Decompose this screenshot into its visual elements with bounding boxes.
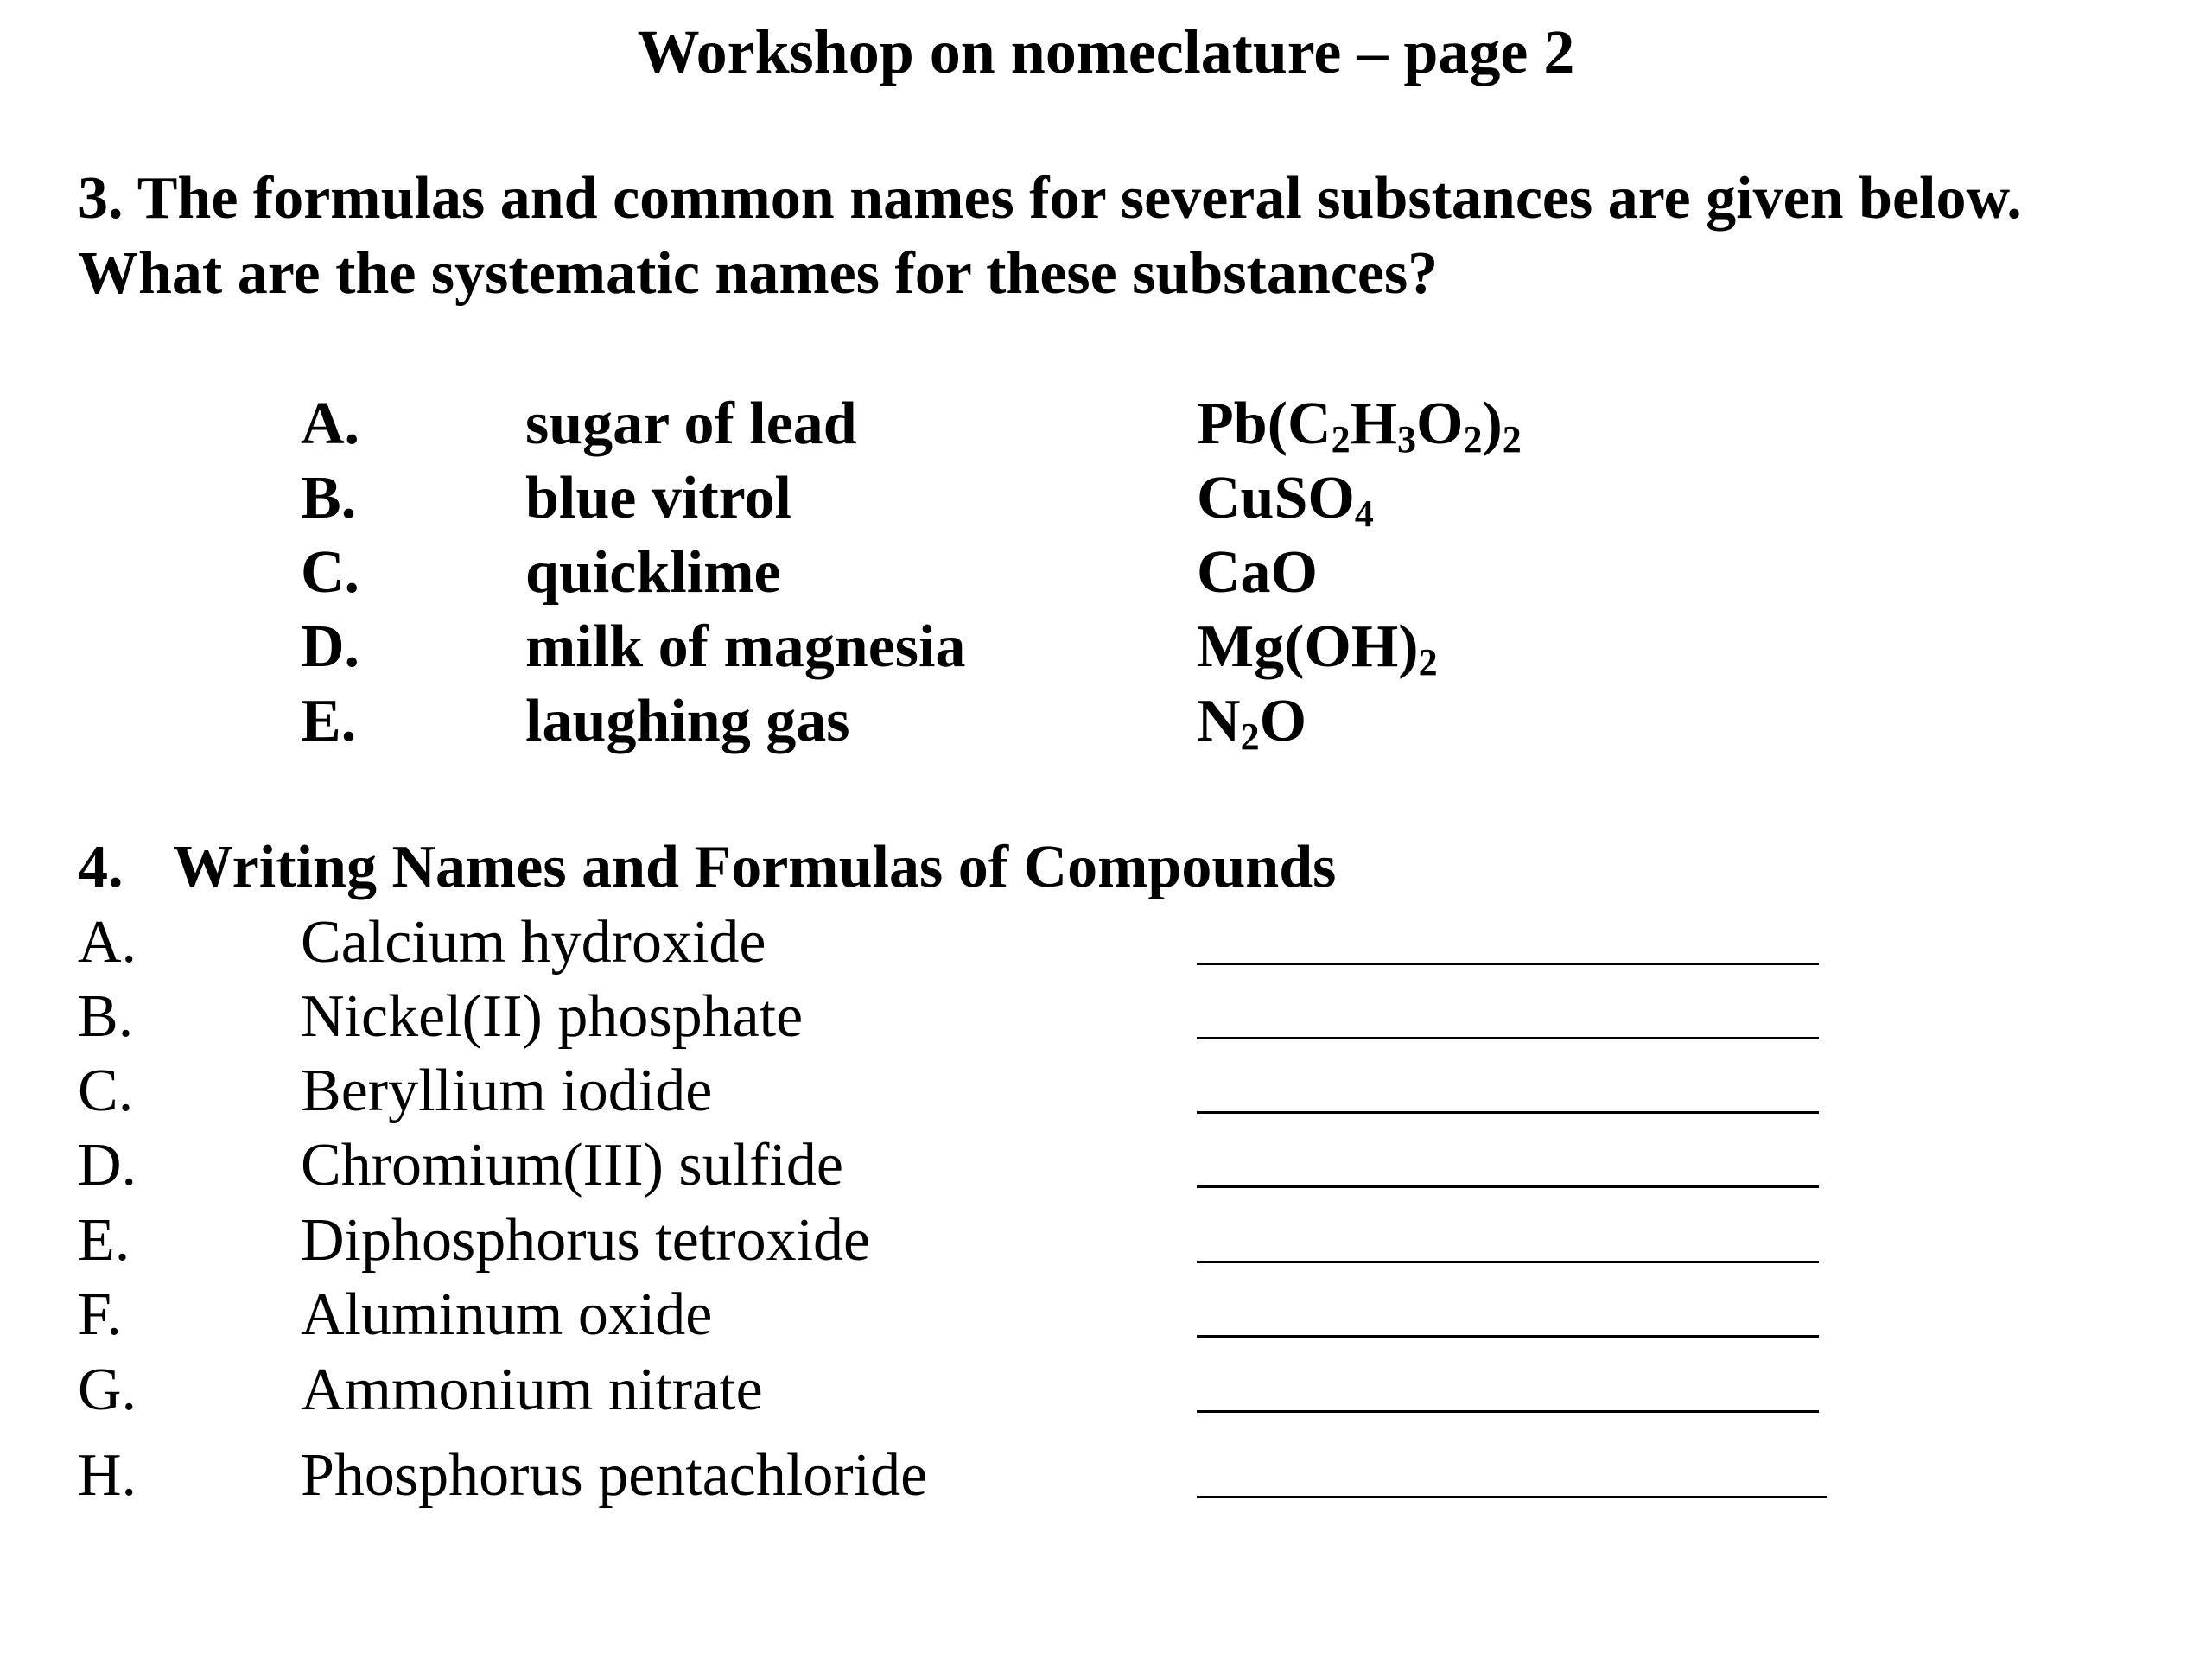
compound-name: Diphosphorus tetroxide [301, 1207, 871, 1274]
question-3-item [0, 610, 2212, 684]
question-3-item [0, 387, 2212, 461]
answer-blank[interactable] [1197, 1185, 1819, 1188]
item-letter: F. [78, 1281, 122, 1348]
common-name: quicklime [525, 539, 781, 606]
question-4-item [0, 1353, 2212, 1427]
question-3-prompt-line-2: What are the systematic names for these substances? [78, 240, 1439, 307]
answer-blank[interactable] [1197, 1335, 1819, 1338]
item-letter: B. [301, 465, 357, 531]
compound-name: Chromium(III) sulfide [301, 1132, 843, 1198]
chemical-formula: CaO [1197, 539, 1318, 606]
common-name: blue vitrol [525, 465, 791, 531]
question-4-item [0, 1439, 2212, 1513]
question-3-item [0, 461, 2212, 536]
question-3-item [0, 536, 2212, 610]
chemical-formula: $Pb(C_2H_3O_2)_2$ [1197, 391, 1522, 461]
question-4-item [0, 1278, 2212, 1352]
question-3-prompt [78, 161, 2186, 311]
item-letter: E. [78, 1207, 130, 1274]
common-name: laughing gas [525, 688, 850, 754]
item-letter: E. [301, 688, 357, 754]
page-title: Workshop on nomeclature – page 2 [637, 17, 1575, 86]
compound-name: Ammonium nitrate [301, 1357, 763, 1423]
answer-blank[interactable] [1197, 1496, 1827, 1498]
item-letter: B. [78, 983, 134, 1050]
item-letter: G. [78, 1357, 137, 1423]
question-4-item [0, 1204, 2212, 1278]
item-letter: A. [301, 391, 360, 457]
answer-blank[interactable] [1197, 1037, 1819, 1039]
question-3-prompt-line-1: 3. The formulas and common names for several substances are given below. [78, 165, 2022, 232]
compound-name: Nickel(II) phosphate [301, 983, 804, 1050]
compound-name: Phosphorus pentachloride [301, 1442, 928, 1509]
compound-name: Calcium hydroxide [301, 909, 766, 976]
question-4-number: 4. [78, 834, 124, 900]
item-letter: C. [301, 539, 360, 606]
chemical-formula: CuSO$_4$ [1197, 465, 1374, 535]
item-letter: D. [78, 1132, 137, 1198]
chemical-formula: $N_2O$ [1197, 688, 1307, 758]
question-4-title: Writing Names and Formulas of Compounds [173, 834, 1337, 900]
answer-blank[interactable] [1197, 1111, 1819, 1114]
answer-blank[interactable] [1197, 1261, 1819, 1263]
common-name: milk of magnesia [525, 613, 966, 680]
compound-name: Beryllium iodide [301, 1058, 713, 1124]
answer-blank[interactable] [1197, 1410, 1819, 1413]
chemical-formula: $Mg(OH)_2$ [1197, 613, 1438, 683]
item-letter: D. [301, 613, 360, 680]
item-letter: H. [78, 1442, 137, 1509]
question-4-item [0, 980, 2212, 1054]
answer-blank[interactable] [1197, 963, 1819, 965]
question-3-item [0, 684, 2212, 759]
item-letter: C. [78, 1058, 134, 1124]
question-4-item [0, 906, 2212, 980]
item-letter: A. [78, 909, 137, 976]
common-name: sugar of lead [525, 391, 857, 457]
question-4-item [0, 1128, 2212, 1203]
question-4-item [0, 1054, 2212, 1128]
compound-name: Aluminum oxide [301, 1281, 713, 1348]
